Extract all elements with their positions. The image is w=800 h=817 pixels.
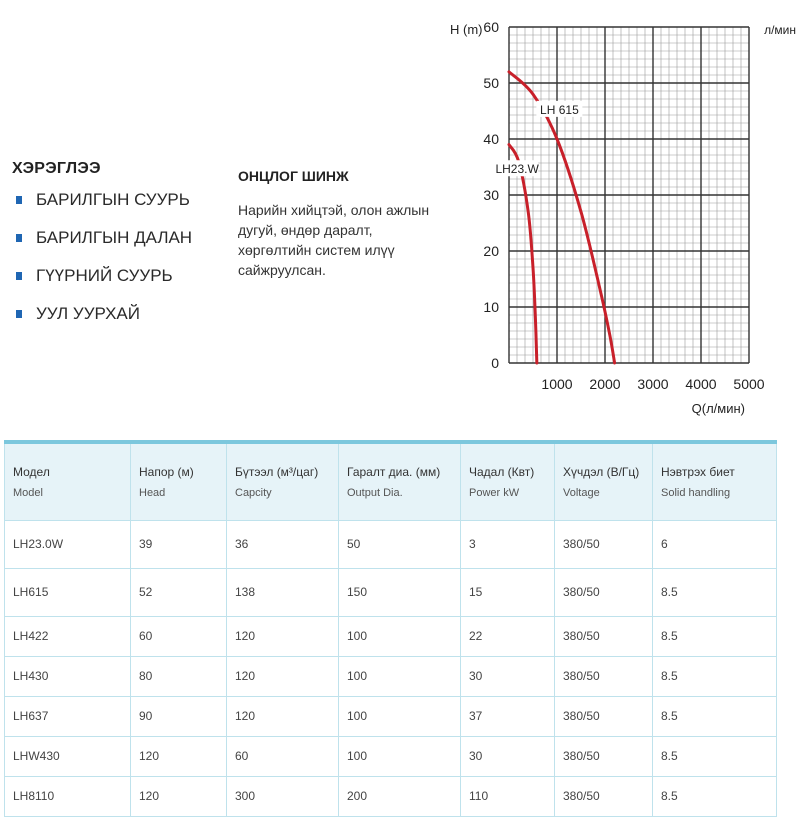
column-header-label: Чадал (Квт): [469, 464, 535, 479]
table-row: [5, 776, 777, 816]
table-cell: 8.5: [653, 696, 777, 736]
square-bullet-icon: [16, 310, 22, 318]
table-row: [5, 696, 777, 736]
y-axis-label: H (m): [450, 22, 483, 37]
table-cell: 150: [339, 568, 461, 616]
column-header-sublabel: Capcity: [235, 486, 272, 499]
table-cell: 8.5: [653, 776, 777, 816]
table-cell: 15: [461, 568, 555, 616]
table-cell: 60: [131, 616, 227, 656]
table-cell: 120: [131, 776, 227, 816]
table-cell: LH430: [5, 656, 131, 696]
x-tick-label: 1000: [541, 376, 573, 392]
column-header-label: Нэвтрэх биет: [661, 464, 735, 479]
y-tick-label: 0: [491, 355, 499, 371]
table-cell: 3: [461, 520, 555, 568]
applications-section: [12, 160, 222, 340]
x-tick-label: 5000: [733, 376, 765, 392]
table-cell: 50: [339, 520, 461, 568]
application-item: [12, 264, 222, 288]
applications-heading: ХЭРЭГЛЭЭ: [12, 160, 101, 177]
column-header: [339, 442, 461, 520]
table-cell: 380/50: [555, 520, 653, 568]
table-cell: 380/50: [555, 568, 653, 616]
series-line: [509, 145, 537, 363]
unit-label: л/мин: [764, 23, 796, 37]
features-section: [238, 168, 438, 280]
square-bullet-icon: [16, 234, 22, 242]
table-cell: LH23.0W: [5, 520, 131, 568]
application-item-label: УУЛ УУРХАЙ: [36, 304, 140, 323]
table-cell: 8.5: [653, 656, 777, 696]
table-cell: 60: [227, 736, 339, 776]
table-cell: 100: [339, 696, 461, 736]
table-cell: 8.5: [653, 568, 777, 616]
table-cell: LH422: [5, 616, 131, 656]
application-item: [12, 188, 222, 212]
table-header-row: [5, 442, 777, 520]
y-tick-label: 10: [483, 299, 499, 315]
y-tick-label: 40: [483, 131, 499, 147]
table-cell: 8.5: [653, 616, 777, 656]
table-cell: 80: [131, 656, 227, 696]
specification-table: [4, 440, 777, 817]
table-cell: LHW430: [5, 736, 131, 776]
column-header-label: Напор (м): [139, 464, 194, 479]
features-heading: ОНЦЛОГ ШИНЖ: [238, 168, 349, 184]
column-header-label: Модел: [13, 464, 50, 479]
features-text: Нарийн хийцтэй, олон ажлын дугуй, өндөр даралт, хөргөлтийн систем илүү сайжруулсан.: [238, 202, 430, 278]
table-row: [5, 656, 777, 696]
application-item: [12, 302, 222, 326]
y-tick-label: 50: [483, 75, 499, 91]
x-tick-label: 3000: [637, 376, 669, 392]
table-row: [5, 736, 777, 776]
table-cell: 120: [227, 696, 339, 736]
applications-list: [12, 188, 222, 326]
table-row: [5, 520, 777, 568]
table-cell: 22: [461, 616, 555, 656]
table-cell: LH637: [5, 696, 131, 736]
column-header-sublabel: Output Dia.: [347, 486, 403, 499]
table-cell: LH615: [5, 568, 131, 616]
table-cell: 380/50: [555, 776, 653, 816]
column-header: [5, 442, 131, 520]
table-cell: 6: [653, 520, 777, 568]
table-cell: 120: [131, 736, 227, 776]
y-tick-label: 20: [483, 243, 499, 259]
table-cell: 200: [339, 776, 461, 816]
column-header-sublabel: Power kW: [469, 486, 520, 499]
square-bullet-icon: [16, 196, 22, 204]
table-cell: 380/50: [555, 736, 653, 776]
table-cell: 52: [131, 568, 227, 616]
column-header: [653, 442, 777, 520]
table-row: [5, 568, 777, 616]
column-header: [131, 442, 227, 520]
column-header: [227, 442, 339, 520]
table-cell: 380/50: [555, 616, 653, 656]
column-header-sublabel: Head: [139, 486, 166, 499]
table-cell: 90: [131, 696, 227, 736]
column-header-label: Гаралт диа. (мм): [347, 464, 441, 479]
table-cell: 120: [227, 616, 339, 656]
table-cell: 100: [339, 616, 461, 656]
square-bullet-icon: [16, 272, 22, 280]
column-header-sublabel: Voltage: [563, 486, 600, 499]
x-axis-label: Q(л/мин): [691, 401, 745, 416]
table-cell: 30: [461, 656, 555, 696]
application-item-label: ГҮҮРНИЙ СУУРЬ: [36, 266, 173, 285]
table-cell: 300: [227, 776, 339, 816]
table-row: [5, 616, 777, 656]
column-header: [555, 442, 653, 520]
application-item-label: БАРИЛГЫН ДАЛАН: [36, 228, 193, 247]
column-header: [461, 442, 555, 520]
table-cell: 37: [461, 696, 555, 736]
table-cell: 36: [227, 520, 339, 568]
table-body: [5, 520, 777, 816]
series-label: LH 615: [540, 102, 579, 117]
column-header-label: Бүтээл (м³/цаг): [235, 464, 319, 479]
performance-chart-svg: [440, 10, 800, 430]
table-cell: 110: [461, 776, 555, 816]
column-header-label: Хүчдэл (В/Гц): [563, 464, 640, 479]
column-header-sublabel: Model: [13, 486, 43, 499]
table-cell: 120: [227, 656, 339, 696]
performance-chart: [440, 10, 800, 430]
table-cell: 39: [131, 520, 227, 568]
table-cell: 100: [339, 656, 461, 696]
application-item-label: БАРИЛГЫН СУУРЬ: [36, 190, 190, 209]
table-cell: LH8110: [5, 776, 131, 816]
x-tick-label: 4000: [685, 376, 717, 392]
table-cell: 380/50: [555, 656, 653, 696]
table-cell: 100: [339, 736, 461, 776]
x-tick-label: 2000: [589, 376, 621, 392]
table-cell: 30: [461, 736, 555, 776]
table-cell: 138: [227, 568, 339, 616]
y-tick-label: 30: [483, 187, 499, 203]
table-cell: 380/50: [555, 696, 653, 736]
y-tick-label: 60: [483, 19, 499, 35]
column-header-sublabel: Solid handling: [661, 486, 731, 499]
table-cell: 8.5: [653, 736, 777, 776]
application-item: [12, 226, 222, 250]
series-label: LH23.W: [495, 162, 539, 177]
